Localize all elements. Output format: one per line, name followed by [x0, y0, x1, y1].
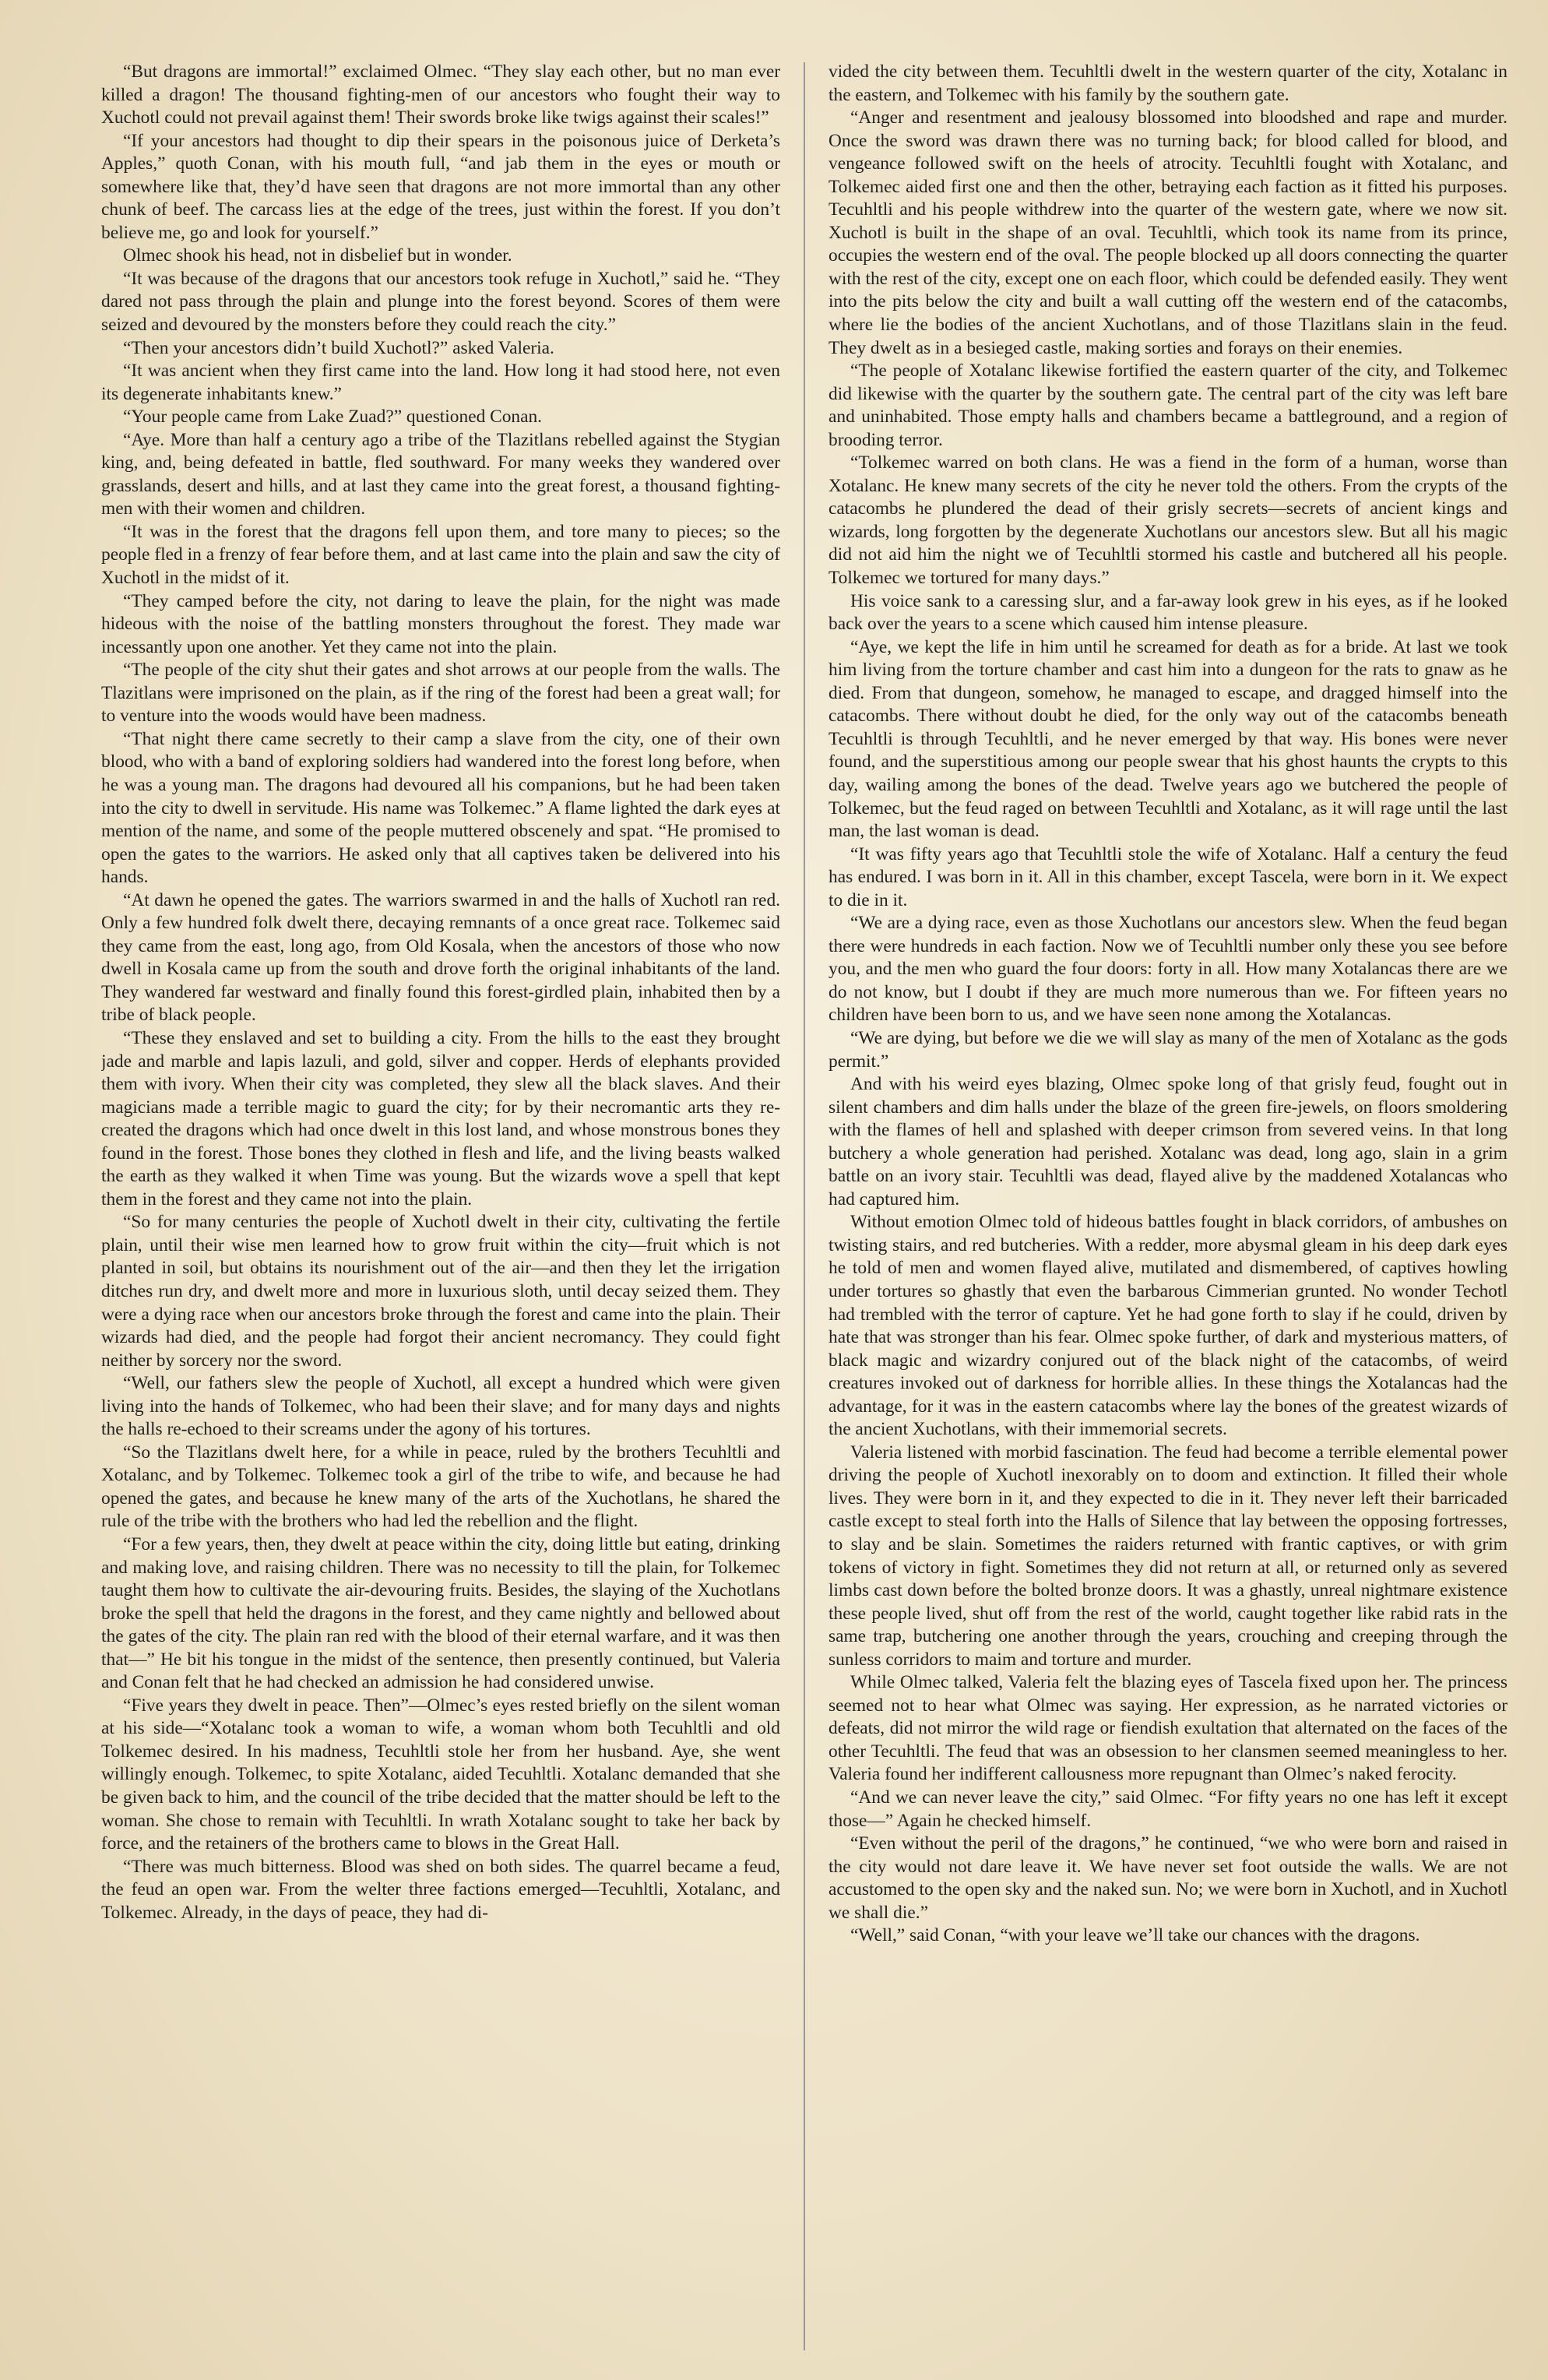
- paragraph: “At dawn he opened the gates. The warriors swarmed in and the halls of Xuchotl ran red. Only a few hundred folk dwelt there, decaying remnants of a once great race. Tolkemec said they came from the east, long ago, from Old Kosala, when the ancestors of those who now dwell in Kosala came up from the south and drove forth the original inhabitants of the land. They wandered far westward and finally found this forest-girdled plain, inhabited then by a tribe of black people.: [101, 889, 780, 1026]
- paragraph: “Then your ancestors didn’t build Xuchotl?” asked Valeria.: [123, 337, 554, 358]
- paragraph: “There was much bitterness. Blood was shed on both sides. The quarrel became a feud, the feud an open war. From the welter three factions emerged—Tecuhltli, Xotalanc, and Tolkemec. Already, in the days of peace, they had di-: [101, 1856, 780, 1923]
- paragraph: “That night there came secretly to their camp a slave from the city, one of their own blood, who with a band of exploring soldiers had wandered into the forest long before, when he was a young man. The dragons had devoured all his companions, but he had been taken into the city to dwell in servitude. His name was Tolkemec.” A flame lighted the dark eyes at mention of the name, and some of the people muttered obscenely and spat. “He promised to open the gates to the warriors. He asked only that all captives taken be delivered into his hands.: [101, 728, 780, 888]
- paragraph: “Tolkemec warred on both clans. He was a fiend in the form of a human, worse than Xotalanc. He knew many secrets of the city he never told the others. From the crypts of the catacombs he plundered the dead of their grisly secrets—secrets of ancient kings and wizards, long forgotten by the degenerate Xuchotlans our ancestors slew. But all his magic did not aid him the night we of Tecuhltli stormed his castle and butchered all his people. Tolkemec we tortured for many days.”: [829, 452, 1508, 589]
- paragraph: “Well,” said Conan, “with your leave we’ll take our chances with the dragons.: [850, 1925, 1420, 1946]
- paragraph: “Even without the peril of the dragons,” he continued, “we who were born and raised in the city would not dare leave it. We have never set foot outside the walls. We are not accustomed to the open sky and the naked sun. No; we were born in Xuchotl, and in Xuchotl we shall die.”: [829, 1833, 1508, 1923]
- paragraph: “These they enslaved and set to building a city. From the hills to the east they brought jade and marble and lapis lazuli, and gold, silver and copper. Herds of elephants provided them with ivory. When their city was completed, they slew all the black slaves. And their magicians made a terrible magic to guard the city; for by their necromantic arts they re-created the dragons which had once dwelt in this lost land, and whose monstrous bones they found in the forest. Those bones they clothed in flesh and life, and the living beasts walked the earth as they walked it when Time was young. But the wizards wove a spell that kept them in the forest and they came not into the plain.: [101, 1027, 780, 1209]
- paragraph: Olmec shook his head, not in disbelief but in wonder.: [123, 245, 512, 266]
- paragraph: “But dragons are immortal!” exclaimed Olmec. “They slay each other, but no man ever killed a dragon! The thousand fighting-men of our ancestors who fought their way to Xuchotl could not prevail against them! Their swords broke like twigs against their scales!”: [101, 62, 780, 129]
- paragraph: And with his weird eyes blazing, Olmec spoke long of that grisly feud, fought out in silent chambers and dim halls under the blaze of the green fire-jewels, on floors smoldering with the flames of hell and splashed with deeper crimson from severed veins. In that long butchery a whole generation had perished. Xotalanc was dead, long ago, slain in a grim battle on an ivory stair. Tecuhltli was dead, flayed alive by the maddened Xotalancas who had captured him.: [829, 1074, 1508, 1209]
- paragraph: “Anger and resentment and jealousy blossomed into bloodshed and rape and murder. Once the sword was drawn there was no turning back; for blood called for blood, and vengeance followed swift on the heels of atrocity. Tecuhltli fought with Xotalanc, and Tolkemec aided first one and then the other, betraying each faction as it fitted his purposes. Tecuhltli and his people withdrew into the quarter of the western gate, where we now sit. Xuchotl is built in the shape of an oval. Tecuhltli, which took its name from its prince, occupies the western end of the oval. The people blocked up all doors connecting the quarter with the rest of the city, except one on each floor, which could be defended easily. They went into the pits below the city and built a wall cutting off the western end of the catacombs, where lie the bodies of the ancient Xuchotlans, and of those Tlazitlans slain in the feud. They dwelt as in a besieged castle, making sorties and forays on their enemies.: [829, 107, 1508, 358]
- right-column: [829, 61, 1508, 2350]
- paragraph: vided the city between them. Tecuhltli dwelt in the western quarter of the city, Xotalanc in the eastern, and Tolkemec with his family by the southern gate.: [829, 62, 1508, 105]
- paragraph: “The people of Xotalanc likewise fortified the eastern quarter of the city, and Tolkemec did likewise with the quarter by the southern gate. The central part of the city was left bare and uninhabited. Those empty halls and chambers became a battleground, and a region of brooding terror.: [829, 361, 1508, 450]
- text-columns: [101, 61, 1508, 2350]
- paragraph: While Olmec talked, Valeria felt the blazing eyes of Tascela fixed upon her. The princess seemed not to hear what Olmec was saying. Her expression, as he narrated victories or defeats, did not mirror the wild rage or fiendish exultation that alternated on the faces of the other Tecuhltli. The feud that was an obsession to her clansmen seemed meaningless to her. Valeria found her indifferent callousness more repugnant than Olmec’s naked ferocity.: [829, 1672, 1508, 1785]
- paragraph: “For a few years, then, they dwelt at peace within the city, doing little but eating, drinking and making love, and raising children. There was no necessity to till the plain, for Tolkemec taught them how to cultivate the air-devouring fruits. Besides, the slaying of the Xuchotlans broke the spell that held the dragons in the forest, and they came nightly and bellowed about the gates of the city. The plain ran red with the blood of their eternal warfare, and it was then that—” He bit his tongue in the midst of the sentence, then presently continued, but Valeria and Conan felt that he had checked an admission he had considered unwise.: [101, 1534, 780, 1693]
- paragraph: “It was ancient when they first came into the land. How long it had stood here, not even its degenerate inhabitants knew.”: [101, 361, 780, 404]
- paragraph: “So for many centuries the people of Xuchotl dwelt in their city, cultivating the fertile plain, until their wise men learned how to grow fruit within the city—fruit which is not planted in soil, but obtains its nourishment out of the air—and then they let the irrigation ditches run dry, and dwelt more and more in luxurious sloth, until decay seized them. They were a dying race when our ancestors broke through the forest and came into the plain. Their wizards had died, and the people had forgot their ancient necromancy. They could fight neither by sorcery nor the sword.: [101, 1212, 780, 1371]
- paragraph: “It was because of the dragons that our ancestors took refuge in Xuchotl,” said he. “They dared not pass through the plain and plunge into the forest beyond. Scores of them were seized and devoured by the monsters before they could reach the city.”: [101, 268, 780, 336]
- paragraph: “It was fifty years ago that Tecuhltli stole the wife of Xotalanc. Half a century the feud has endured. I was born in it. All in this chamber, except Tascela, were born in it. We expect to die in it.: [829, 843, 1508, 910]
- paragraph: His voice sank to a caressing slur, and a far-away look grew in his eyes, as if he looked back over the years to a scene which caused him intense pleasure.: [829, 590, 1508, 635]
- column-divider: [804, 62, 805, 2350]
- paragraph: “We are dying, but before we die we will slay as many of the men of Xotalanc as the gods permit.”: [829, 1027, 1508, 1072]
- paragraph: “Your people came from Lake Zuad?” questioned Conan.: [123, 407, 543, 428]
- paragraph: “It was in the forest that the dragons fell upon them, and tore many to pieces; so the people fled in a frenzy of fear before them, and at last came into the plain and saw the city of Xuchotl in the midst of it.: [101, 521, 780, 589]
- paragraph: “They camped before the city, not daring to leave the plain, for the night was made hideous with the noise of the battling monsters throughout the forest. They made war incessantly upon one another. Yet they came not into the plain.: [101, 590, 780, 657]
- paragraph: “Aye. More than half a century ago a tribe of the Tlazitlans rebelled against the Stygian king, and, being defeated in battle, fled southward. For many weeks they wandered over grasslands, desert and hills, and at last they came into the great forest, a thousand fighting-men with their women and children.: [101, 429, 780, 519]
- paragraph: “Well, our fathers slew the people of Xuchotl, all except a hundred which were given living into the hands of Tolkemec, who had been their slave; and for many days and nights the halls re-echoed to their screams under the agony of his tortures.: [101, 1373, 780, 1440]
- left-column: [101, 61, 780, 2350]
- paragraph: “The people of the city shut their gates and shot arrows at our people from the walls. The Tlazitlans were imprisoned on the plain, as if the ring of the forest had been a great wall; for to venture into the woods would have been madness.: [101, 660, 780, 727]
- paragraph: “So the Tlazitlans dwelt here, for a while in peace, ruled by the brothers Tecuhltli and Xotalanc, and by Tolkemec. Tolkemec took a girl of the tribe to wife, and because he had opened the gates, and because he knew many of the arts of the Xuchotlans, he shared the rule of the tribe with the brothers who had led the rebellion and the flight.: [101, 1442, 780, 1532]
- paragraph: “We are a dying race, even as those Xuchotlans our ancestors slew. When the feud began there were hundreds in each faction. Now we of Tecuhltli number only these you see before you, and the men who guard the four doors: forty in all. How many Xotalancas there are we do not know, but I doubt if they are much more numerous than we. For fifteen years no children have been born to us, and we have seen none among the Xotalancas.: [829, 913, 1508, 1026]
- paragraph: “Five years they dwelt in peace. Then”—Olmec’s eyes rested briefly on the silent woman at his side—“Xotalanc took a woman to wife, a woman whom both Tecuhltli and old Tolkemec desired. In his madness, Tecuhltli stole her from her husband. Aye, she went willingly enough. Tolkemec, to spite Xotalanc, aided Tecuhltli. Xotalanc demanded that she be given back to him, and the council of the tribe decided that the matter should be left to the woman. She chose to remain with Tecuhltli. In wrath Xotalanc sought to take her back by force, and the retainers of the brothers came to blows in the Great Hall.: [101, 1695, 780, 1854]
- paragraph: “And we can never leave the city,” said Olmec. “For fifty years no one has left it except those—” Again he checked himself.: [829, 1787, 1508, 1831]
- paragraph: Valeria listened with morbid fascination. The feud had become a terrible elemental power driving the people of Xuchotl inexorably on to doom and extinction. It filled their whole lives. They were born in it, and they expected to die in it. They never left their barricaded castle except to steal forth into the Halls of Silence that lay between the opposing fortresses, to slay and be slain. Sometimes the raiders returned with frantic captives, or with grim tokens of victory in fight. Sometimes they did not return at all, or returned only as severed limbs cast down before the bolted bronze doors. It was a ghastly, unreal nightmare existence these people lived, shut off from the rest of the world, caught together like rabid rats in the same trap, butchering one another through the years, crouching and creeping through the sunless corridors to maim and torture and murder.: [829, 1442, 1508, 1670]
- paragraph: “If your ancestors had thought to dip their spears in the poisonous juice of Derketa’s Apples,” quoth Conan, with his mouth full, “and jab them in the eyes or mouth or somewhere like that, they’d have seen that dragons are not more immortal than any other chunk of beef. The carcass lies at the edge of the trees, just within the forest. If you don’t believe me, go and look for yourself.”: [101, 130, 780, 243]
- paragraph: “Aye, we kept the life in him until he screamed for death as for a bride. At last we took him living from the torture chamber and cast him into a dungeon for the rats to gnaw as he died. From that dungeon, somehow, he managed to escape, and dragged himself into the catacombs. There without doubt he died, for the only way out of the catacombs beneath Tecuhltli is through Tecuhltli, and he never emerged by that way. His bones were never found, and the superstitious among our people swear that his ghost haunts the crypts to this day, wailing among the bones of the dead. Twelve years ago we butchered the people of Tolkemec, but the feud raged on between Tecuhltli and Xotalanc, as it will rage until the last man, the last woman is dead.: [829, 636, 1508, 842]
- paragraph: Without emotion Olmec told of hideous battles fought in black corridors, of ambushes on twisting stairs, and red butcheries. With a redder, more abysmal gleam in his deep dark eyes he told of men and women flayed alive, mutilated and dismembered, of captives howling under tortures so ghastly that even the barbarous Cimmerian grunted. No wonder Techotl had trembled with the terror of capture. Yet he had gone forth to slay if he could, driven by hate that was stronger than his fear. Olmec spoke further, of dark and mysterious matters, of black magic and wizardry conjured out of the black night of the catacombs, of weird creatures invoked out of darkness for horrible allies. In these things the Xotalancas had the advantage, for it was in the eastern catacombs where lay the bones of the greatest wizards of the ancient Xuchotlans, with their immemorial secrets.: [829, 1212, 1508, 1440]
